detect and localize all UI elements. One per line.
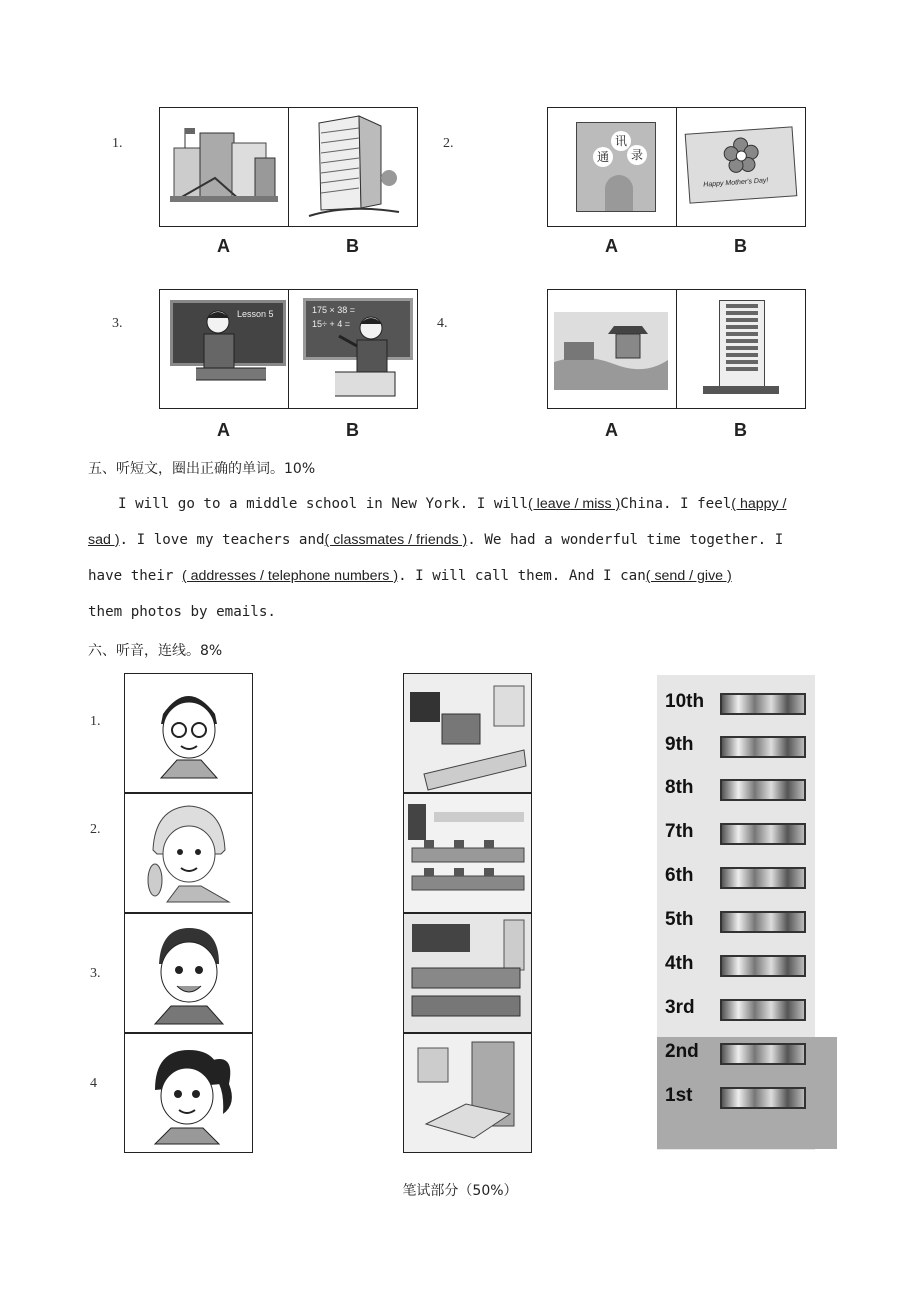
bedroom-illustration (404, 1034, 531, 1152)
floor-label-2nd: 2nd (665, 1041, 699, 1062)
room-classroom[interactable] (403, 913, 532, 1033)
floor-window-4th (720, 955, 806, 977)
q3-picture-pair (159, 289, 418, 409)
floor-label-10th: 10th (665, 691, 705, 712)
floor-window-8th (720, 779, 806, 801)
teacher-a-illustration (196, 304, 266, 394)
line1-text1: I will go to a middle school in New York. I will (118, 496, 528, 512)
floor-label-1st: 1st (665, 1085, 693, 1106)
line3-text2: . I will call them. And I can (398, 568, 646, 584)
option-addresses-telephone[interactable]: ( addresses / telephone numbers ) (181, 568, 399, 584)
floor-label-3rd: 3rd (665, 997, 695, 1018)
board-a-text: Lesson 5 (237, 309, 274, 319)
floor-window-1st (720, 1087, 806, 1109)
match-number-2: 2. (90, 822, 101, 837)
q4-label-b: B (734, 420, 747, 440)
q2-picture-pair (547, 107, 806, 227)
boy-portrait (125, 914, 252, 1032)
option-happy-sad-end[interactable]: sad ) (88, 532, 120, 548)
q1-picture-pair (159, 107, 418, 227)
pavilion-park-illustration (554, 312, 668, 390)
floor-window-5th (720, 911, 806, 933)
q4-number: 4. (437, 316, 448, 331)
floor-label-6th: 6th (665, 865, 694, 886)
footer-written-part: 笔试部分（50%） (402, 1183, 518, 1199)
floor-label-8th: 8th (665, 777, 694, 798)
room-computer-room[interactable] (403, 793, 532, 913)
boy-glasses-portrait (125, 674, 252, 792)
match-number-4: 4 (90, 1076, 97, 1091)
q4-option-a-image[interactable] (548, 290, 676, 408)
q2-number: 2. (443, 136, 454, 151)
q1-label-b: B (346, 236, 359, 256)
person-silhouette (605, 175, 633, 211)
q1-number: 1. (112, 136, 123, 151)
floor-window-2nd (720, 1043, 806, 1065)
q3-label-a: A (217, 420, 230, 440)
music-room-illustration (404, 674, 531, 792)
floor-window-3rd (720, 999, 806, 1021)
girl-braids-portrait (125, 794, 252, 912)
q3-label-b: B (346, 420, 359, 440)
tall-building-illustration (289, 108, 417, 226)
line2-text2: . We had a wonderful time together. I (467, 532, 784, 548)
section5-line4: them photos by emails. (88, 604, 276, 620)
floor-window-6th (720, 867, 806, 889)
line1-text2: China. I feel (620, 496, 732, 512)
q1-label-a: A (217, 236, 230, 256)
q4-label-a: A (605, 420, 618, 440)
option-leave-miss[interactable]: ( leave / miss ) (528, 496, 621, 512)
board-b-line1: 175 × 38 = (312, 305, 356, 315)
kid-2-girl-braids[interactable] (124, 793, 253, 913)
section5-title: 五、听短文，圈出正确的单词。10% (88, 461, 316, 477)
teacher-b-illustration (335, 312, 405, 402)
kid-1-boy-glasses[interactable] (124, 673, 253, 793)
q3-number: 3. (112, 316, 123, 331)
floor-window-10th (720, 693, 806, 715)
flower-icon (722, 136, 760, 174)
q4-picture-pair (547, 289, 806, 409)
girl-ponytail-portrait (125, 1034, 252, 1152)
match-number-1: 1. (90, 714, 101, 729)
q2-option-b-image[interactable] (676, 108, 805, 226)
q3-option-a-image[interactable] (160, 290, 288, 408)
book-char-1: 讯 (611, 131, 631, 151)
computer-room-illustration (404, 794, 531, 912)
q2-label-b: B (734, 236, 747, 256)
room-music-room[interactable] (403, 673, 532, 793)
option-send-give[interactable]: ( send / give ) (645, 568, 732, 584)
room-bedroom[interactable] (403, 1033, 532, 1153)
book-char-3: 录 (627, 145, 647, 165)
address-book-illustration (576, 122, 656, 212)
section5-line2 (88, 522, 783, 558)
option-happy-sad-start[interactable]: ( happy / (731, 496, 787, 512)
floor-label-5th: 5th (665, 909, 694, 930)
kid-3-boy[interactable] (124, 913, 253, 1033)
q2-option-a-image[interactable] (548, 108, 676, 226)
section6-title: 六、听音，连线。8% (88, 643, 223, 659)
floor-window-7th (720, 823, 806, 845)
section5-line3 (88, 558, 732, 594)
mothers-day-card-illustration (685, 126, 798, 203)
tower-base (703, 386, 779, 394)
small-tower-illustration (719, 300, 765, 388)
book-char-2: 通 (593, 147, 613, 167)
q1-option-b-image[interactable] (288, 108, 417, 226)
classroom-illustration (404, 914, 531, 1032)
option-classmates-friends[interactable]: ( classmates / friends ) (324, 532, 468, 548)
q2-label-a: A (605, 236, 618, 256)
section5-line1 (118, 486, 787, 522)
line2-text1: . I love my teachers and (119, 532, 325, 548)
q4-option-b-image[interactable] (676, 290, 805, 408)
floor-window-9th (720, 736, 806, 758)
floor-label-7th: 7th (665, 821, 694, 842)
card-text: Happy Mother's Day! (703, 177, 769, 189)
q1-option-a-image[interactable] (160, 108, 288, 226)
kid-4-girl-ponytail[interactable] (124, 1033, 253, 1153)
line3-text1: have their (88, 568, 182, 584)
floor-list (657, 675, 837, 1150)
board-b-line2: 15÷ + 4 = (312, 319, 350, 329)
buildings-illustration (160, 108, 288, 226)
match-number-3: 3. (90, 966, 101, 981)
q3-option-b-image[interactable] (288, 290, 417, 408)
floor-label-4th: 4th (665, 953, 694, 974)
floor-label-9th: 9th (665, 734, 694, 755)
